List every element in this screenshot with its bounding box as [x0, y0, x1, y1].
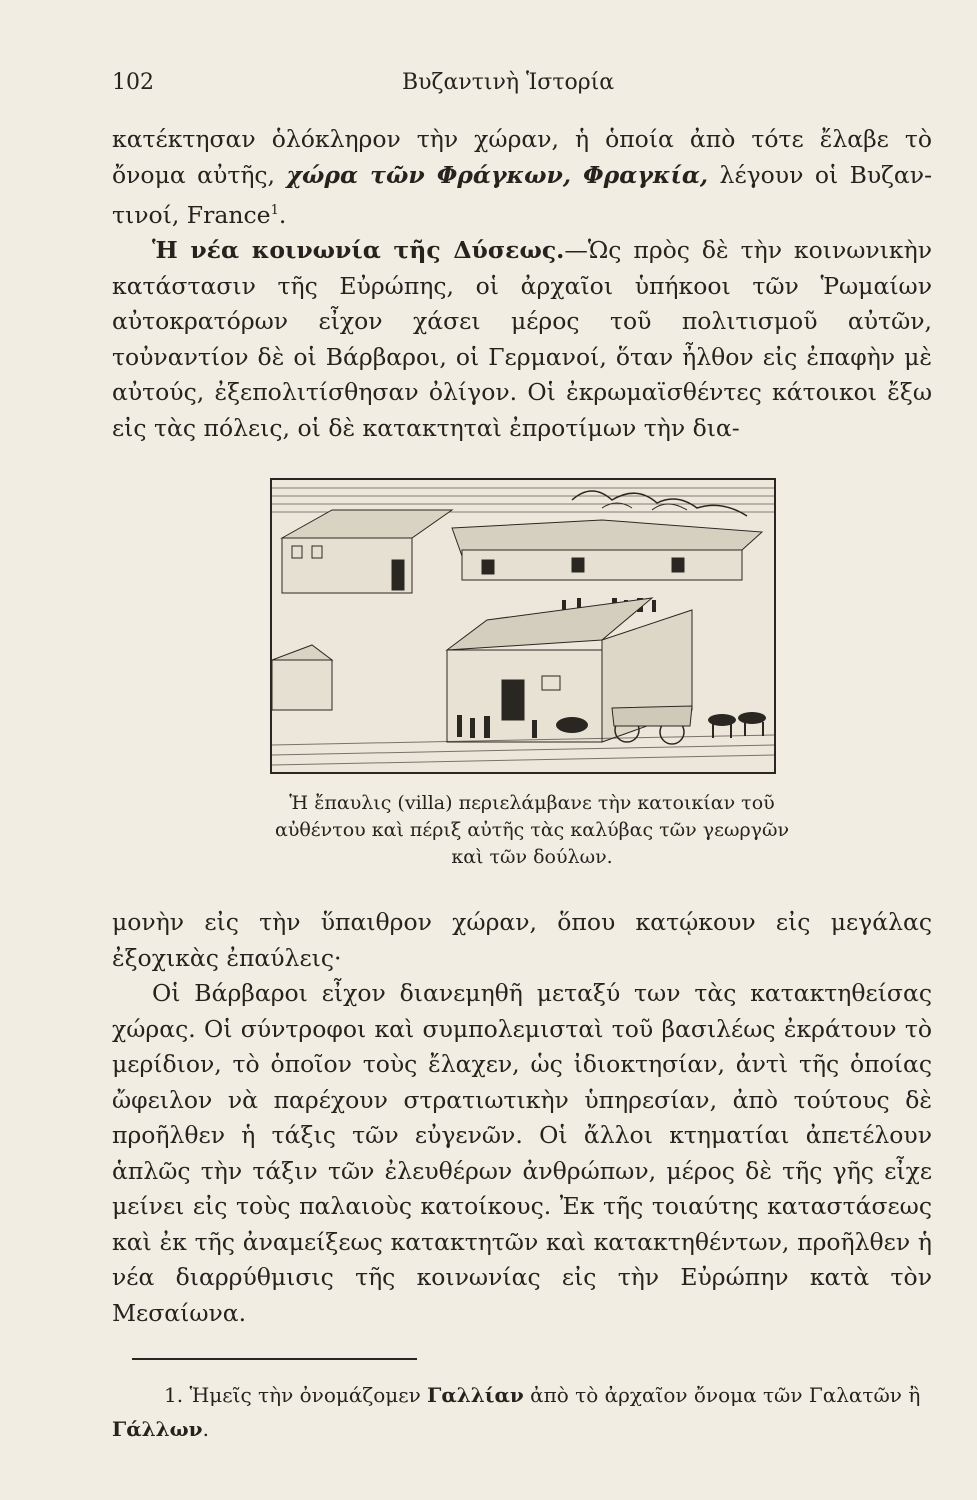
footnote-segment: Ἡμεῖς τὴν ὀνομάζομεν	[183, 1383, 428, 1407]
running-title: Βυζαντινὴ Ἱστορία	[402, 70, 615, 95]
figure-caption: Ἡ ἔπαυλις (villa) περιελάμβανε τὴν κατοικίαν τοῦ αὐθέντου καὶ πέριξ αὐτῆς τὰς καλύβας τῶν γεωργῶν καὶ τῶν δούλων.	[274, 792, 790, 868]
paragraph-continued	[112, 122, 932, 233]
villa-engraving-image	[272, 480, 774, 772]
text-block-top	[112, 122, 932, 446]
footnote-separator	[132, 1358, 417, 1360]
footnote-text	[112, 1378, 932, 1446]
page-header	[112, 70, 932, 104]
footnote-term: Γάλλων	[112, 1417, 203, 1441]
emphasized-term: χώρα τῶν Φράγκων, Φραγκία,	[286, 160, 709, 189]
footnote-segment: .	[202, 1417, 209, 1441]
villa-illustration	[270, 478, 776, 774]
footnote-segment: ἀπὸ τὸ ἀρχαῖον ὄνομα τῶν Γαλατῶν ἢ	[523, 1383, 921, 1407]
text-line: τινοί, France	[112, 200, 271, 229]
text-line: λέγουν οἱ Βυζαν-	[708, 160, 933, 189]
text-block-bottom	[112, 905, 932, 1331]
footnote-term: Γαλλίαν	[427, 1383, 524, 1407]
footnote-number: 1.	[164, 1383, 184, 1407]
footnote	[112, 1378, 932, 1446]
paragraph-barbarians: Οἱ Βάρβαροι εἶχον διανεμηθῆ μεταξύ των τὰς κατακτηθείσας χώρας. Οἱ σύντροφοι καὶ συμπολεμισταὶ τοῦ βασιλέως ἐκράτουν τὸ μερίδιον, τὸ ὁποῖον τοὺς ἔλαχεν, ὡς ἰδιοκτησίαν, ἀντὶ τῆς ὁποίας ὤφειλον νὰ παρέχουν στρατιωτικὴν ὑπηρεσίαν, ἀπὸ τούτους δὲ προῆλθεν ἡ τάξις τῶν εὐγενῶν. Οἱ ἄλλοι κτηματίαι ἀπετέλουν ἁπλῶς τὴν τάξιν τῶν ἐλευθέρων ἀνθρώπων, μέρος δὲ τῆς γῆς εἶχε μείνει εἰς τοὺς παλαιοὺς κατοίκους. Ἐκ τῆς τοιαύτης καταστάσεως καὶ ἐκ τῆς ἀναμείξεως κατακτητῶν καὶ κατακτηθέντων, προῆλθεν ἡ νέα διαρρύθμισις τῆς κοινωνίας εἰς τὴν Εὐρώπην κατὰ τὸν Μεσαίωνα.	[112, 979, 932, 1327]
section-heading: Ἡ νέα κοινωνία τῆς Δύσεως.	[152, 236, 565, 265]
page-number: 102	[112, 70, 154, 95]
paragraph-new-society	[112, 233, 932, 446]
footnote-reference: 1	[270, 203, 279, 218]
text-line: ὄνομα αὐτῆς,	[112, 160, 287, 189]
paragraph-text: —Ὡς πρὸς δὲ τὴν κοινωνικὴν κατάστασιν τῆς Εὐρώπης, οἱ ἀρχαῖοι ὑπήκοοι τῶν Ῥωμαίων αὐτοκρατόρων εἶχον χάσει μέρος τοῦ πολιτισμοῦ αὐτῶν, τοὐναντίον δὲ οἱ Βάρβαροι, οἱ Γερμανοί, ὅταν ἦλθον εἰς ἐπαφὴν μὲ αὐτούς, ἐξεπολιτίσθησαν ὀλίγον. Οἱ ἐκρωμαϊσθέντες κάτοικοι ἔξω εἰς τὰς πόλεις, οἱ δὲ κατακτηταὶ ἐπροτίμων τὴν δια-	[112, 236, 932, 442]
paragraph-continued: μονὴν εἰς τὴν ὕπαιθρον χώραν, ὅπου κατῴκουν εἰς μεγάλας ἐξοχικὰς ἐπαύλεις·	[112, 908, 932, 972]
text-line: κατέκτησαν ὁλόκληρον τὴν χώραν, ἡ ὁποία ἀπὸ τότε ἔλαβε τὸ	[112, 125, 932, 153]
punctuation: .	[278, 200, 287, 229]
